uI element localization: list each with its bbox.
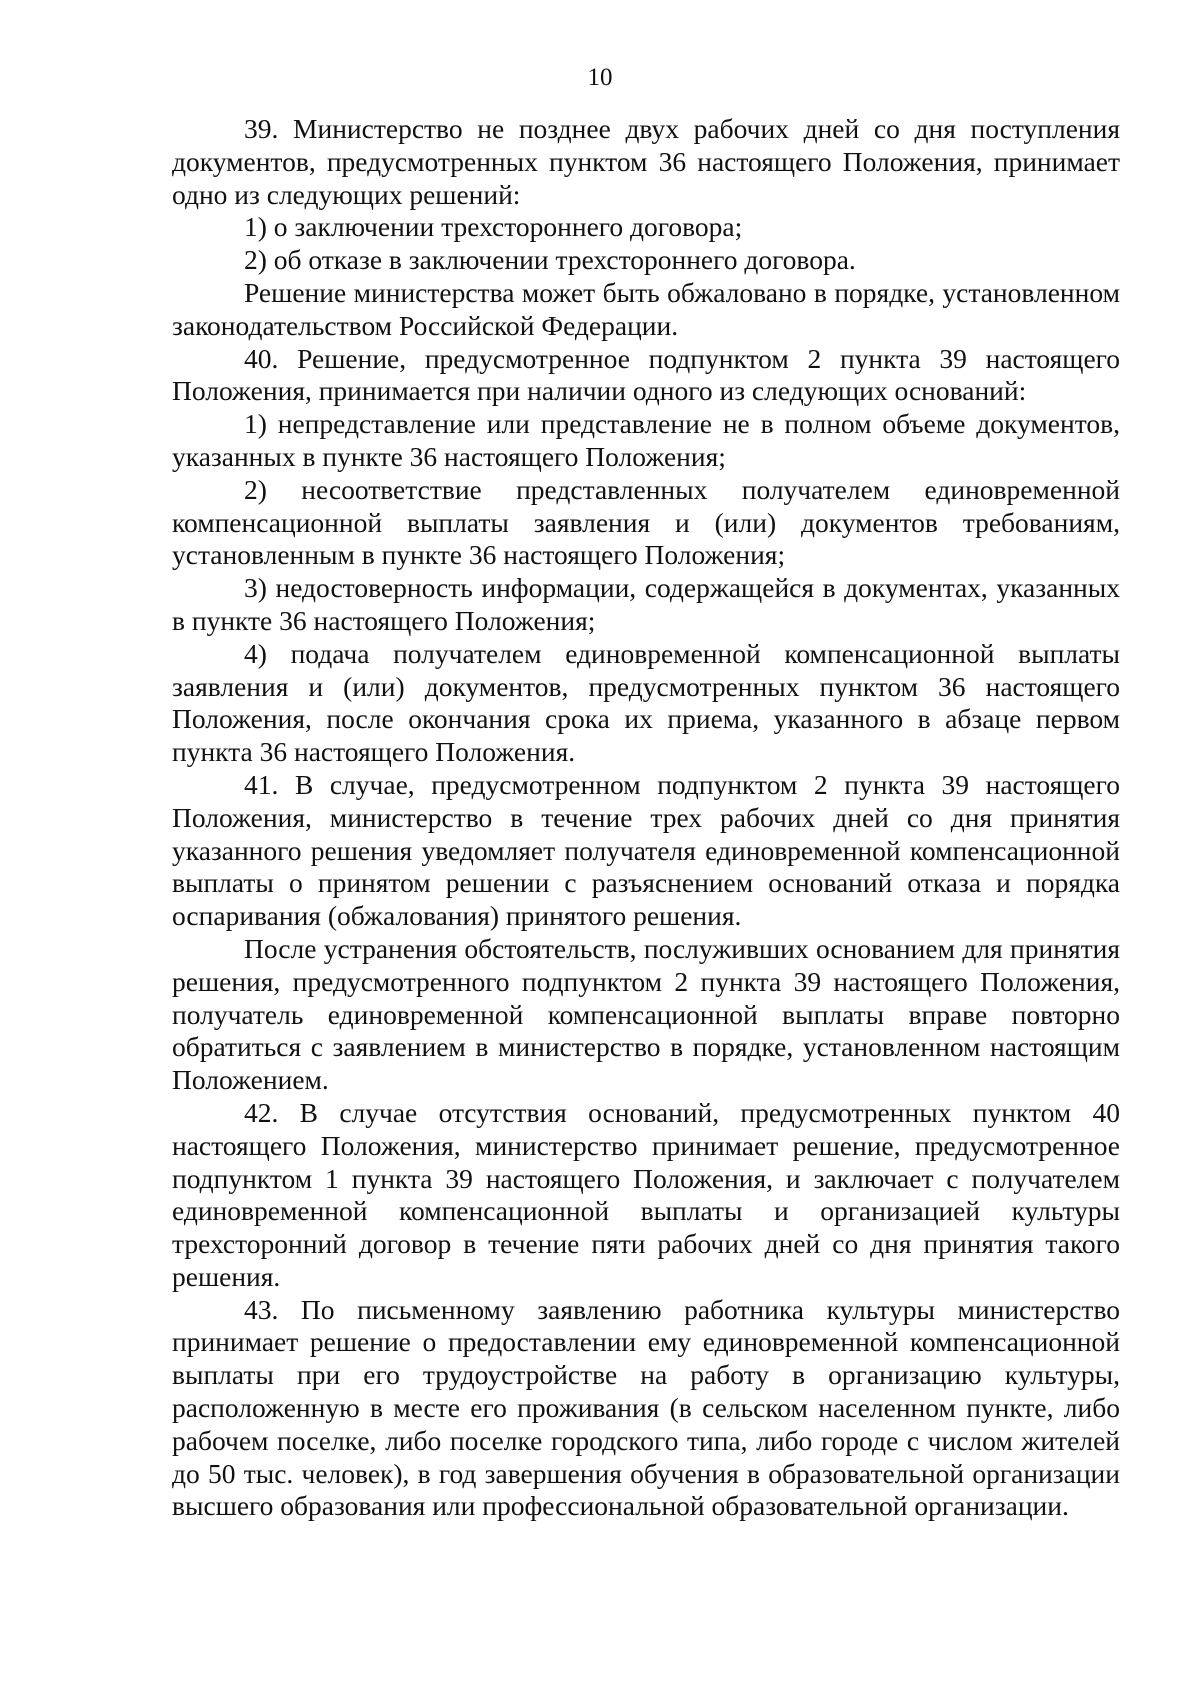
paragraph-40-item-3: 3) недостоверность информации, содержащейся в документах, указанных в пункте 36 настоящего Положения; — [172, 572, 1120, 636]
page-number: 10 — [587, 64, 613, 91]
paragraph-40-item-4: 4) подача получателем единовременной компенсационной выплаты заявления и (или) документов, предусмотренных пунктом 36 настоящего Положения, после окончания срока их приема, указанного в абзаце первом пункта 36 настоящего Положения. — [172, 637, 1120, 768]
paragraph-41-resubmission: После устранения обстоятельств, послуживших основанием для принятия решения, предусмотренного подпунктом 2 пункта 39 настоящего Положения, получатель единовременной компенсационной выплаты вправе повторно обратиться с заявлением в министерство в порядке, установленном настоящим Положением. — [172, 932, 1120, 1096]
paragraph-43: 43. По письменному заявлению работника культуры министерство принимает решение о предоставлении ему единовременной компенсационной выплаты при его трудоустройстве на работу в организацию культуры, расположенную в месте его проживания (в сельском населенном пункте, либо рабочем поселке, либо поселке городского типа, либо городе с числом жителей до 50 тыс. человек), в год завершения обучения в образовательной организации высшего образования или профессиональной образовательной организации. — [172, 1293, 1120, 1522]
paragraph-41: 41. В случае, предусмотренном подпунктом 2 пункта 39 настоящего Положения, министерство в течение трех рабочих дней со дня принятия указанного решения уведомляет получателя единовременной компенсационной выплаты о принятом решении с разъяснением оснований отказа и порядка оспаривания (обжалования) принятого решения. — [172, 768, 1120, 932]
paragraph-40: 40. Решение, предусмотренное подпунктом 2 пункта 39 настоящего Положения, принимается при наличии одного из следующих оснований: — [172, 342, 1120, 407]
paragraph-39-item-1: 1) о заключении трехстороннего договора; — [244, 211, 743, 243]
paragraph-42: 42. В случае отсутствия оснований, предусмотренных пунктом 40 настоящего Положения, министерство принимает решение, предусмотренное подпунктом 1 пункта 39 настоящего Положения, и заключает с получателем единовременной компенсационной выплаты и организацией культуры трехсторонний договор в течение пяти рабочих дней со дня принятия такого решения. — [172, 1096, 1120, 1292]
paragraph-40-item-1: 1) непредставление или представление не в полном объеме документов, указанных в пункте 36 настоящего Положения; — [172, 408, 1120, 472]
paragraph-39-item-2: 2) об отказе в заключении трехстороннего договора. — [244, 244, 856, 276]
document-body — [172, 113, 1120, 1523]
paragraph-39-appeal: Решение министерства может быть обжаловано в порядке, установленном законодательством Российской Федерации. — [172, 276, 1120, 341]
paragraph-39: 39. Министерство не позднее двух рабочих дней со дня поступления документов, предусмотренных пунктом 36 настоящего Положения, принимает одно из следующих решений: — [172, 113, 1120, 210]
paragraph-40-item-2: 2) несоответствие представленных получателем единовременной компенсационной выплаты заявления и (или) документов требованиям, установленным в пункте 36 настоящего Положения; — [172, 473, 1120, 571]
